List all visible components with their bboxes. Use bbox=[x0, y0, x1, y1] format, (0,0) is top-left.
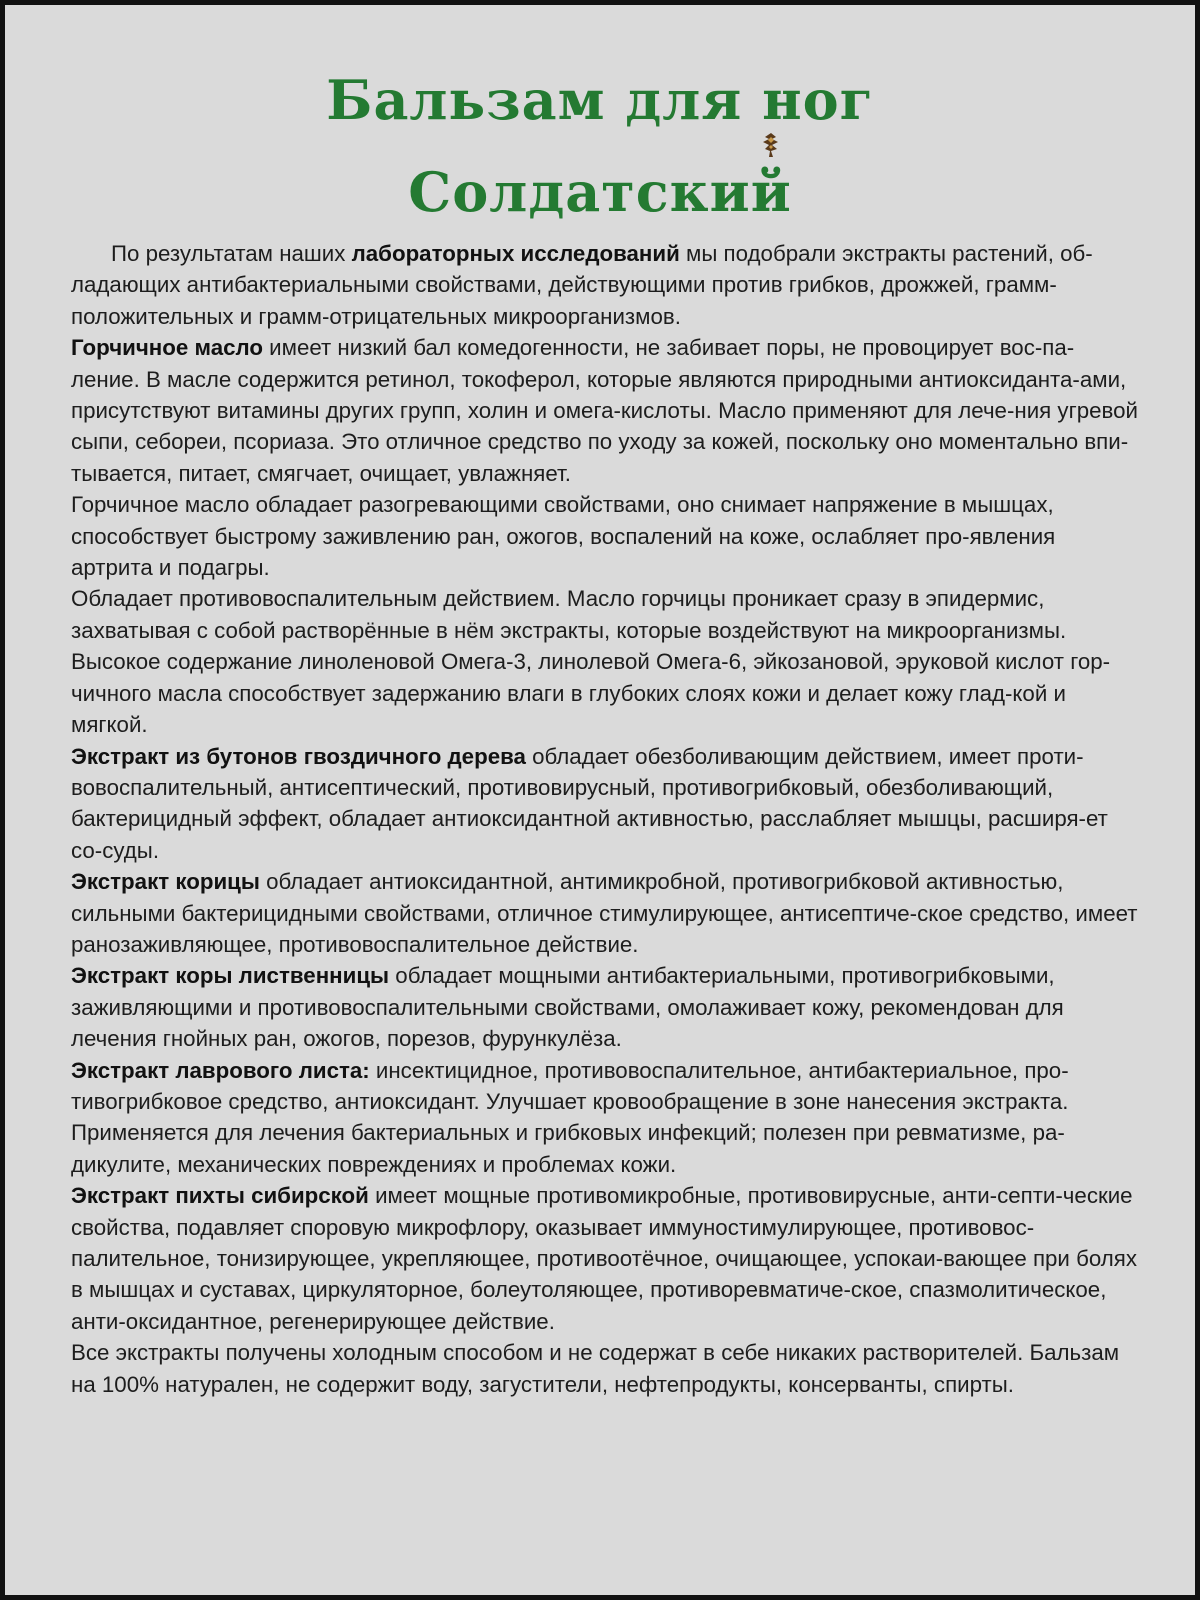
paragraph-mustard-oil bbox=[71, 332, 1141, 489]
paragraph-fir-extract bbox=[71, 1180, 1141, 1337]
paragraph-text: имеет низкий бал комедогенности, не забивает поры, не провоцирует вос-па-ление. В масле содержится ретинол, токоферол, которые являются природными антиоксиданта-ами, присутствуют витамины других групп, холин и омега-кислоты. Масло применяют для лече-ния угревой сыпи, себореи, псориаза. Это отличное средство по уходу за кожей, поскольку оно моментально впи-тывается, питает, смягчает, очищает, увлажняет. bbox=[71, 335, 1138, 486]
title-line-1: Бальзам для ног bbox=[326, 68, 874, 132]
paragraph-text: обладает мощными антибактериальными, противогрибковыми, заживляющими и противовоспалительными свойствами, омолаживает кожу, рекомендован для лечения гнойных ран, ожогов, порезов, фурункулёза. bbox=[71, 963, 1064, 1052]
paragraph-text: Все экстракты получены холодным способом и не содержат в себе никаких растворителей. Бальзам на 100% натурален, не содержит воду, загустители, нефтепродукты, консерванты, спирты. bbox=[71, 1340, 1120, 1397]
title-block bbox=[5, 65, 1195, 227]
paragraph-clove-extract bbox=[71, 741, 1141, 867]
paragraph-heading: Экстракт пихты сибирской bbox=[71, 1183, 369, 1209]
body-text bbox=[71, 238, 1141, 1400]
paragraph-anti-inflammatory bbox=[71, 583, 1141, 740]
paragraph-intro bbox=[71, 238, 1141, 332]
paragraph-text: инсектицидное, противовоспалительное, антибактериальное, про-тивогрибковое средство, антиоксидант. Улучшает кровообращение в зоне нанесения экстракта. Применяется для лечения бактериальных и грибковых инфекций; полезен при ревматизме, ра-дикулите, механических повреждениях и проблемах кожи. bbox=[71, 1057, 1069, 1177]
paragraph-heading: Экстракт лаврового листа: bbox=[71, 1057, 370, 1083]
paragraph-mustard-oil-warming bbox=[71, 489, 1141, 583]
paragraph-intro-bold: лабораторных исследований bbox=[351, 241, 680, 266]
paragraph-intro-lead: По результатам наших bbox=[111, 241, 352, 266]
paragraph-bay-leaf-extract bbox=[71, 1055, 1141, 1181]
paragraph-text: обладает обезболивающим действием, имеет проти-вовоспалительный, антисептический, противовирусный, противогрибковый, обезболивающий, бактерицидный эффект, обладает антиоксидантной активностью, расслабляет мышцы, расширя-ет со-суды. bbox=[71, 743, 1108, 863]
paragraph-heading: Горчичное масло bbox=[71, 335, 263, 361]
paragraph-heading: Экстракт корицы bbox=[71, 869, 260, 895]
paragraph-cinnamon-extract bbox=[71, 866, 1141, 960]
paragraph-heading: Экстракт коры лиственницы bbox=[71, 963, 390, 989]
decorative-ornament-icon bbox=[758, 131, 784, 159]
title-line-2-text: Солдатский bbox=[408, 160, 792, 224]
paragraph-heading: Экстракт из бутонов гвоздичного дерева bbox=[71, 743, 526, 769]
paragraph-conclusion bbox=[71, 1337, 1141, 1400]
paragraph-larch-extract bbox=[71, 960, 1141, 1054]
paragraph-text: имеет мощные противомикробные, противовирусные, анти-септи-ческие свойства, подавляет споровую микрофлору, оказывает иммуностимулирующее, противовос-палительное, тонизирующее, укрепляющее, противоотёчное, очищающее, успокаи-вающее при болях в мышцах и суставах, циркуляторное, болеутоляющее, противоревматиче-ское, спазмолитическое, анти-оксидантное, регенерирующее действие. bbox=[71, 1183, 1137, 1334]
title-line-2 bbox=[408, 157, 792, 227]
paragraph-text: Горчичное масло обладает разогревающими свойствами, оно снимает напряжение в мышцах, способствует быстрому заживлению ран, ожогов, воспалений на коже, ослабляет про-явления артрита и подагры. bbox=[71, 492, 1056, 581]
label-panel bbox=[5, 5, 1195, 1595]
paragraph-text: обладает антиоксидантной, антимикробной, противогрибковой активностью, сильными бактерицидными свойствами, отличное стимулирующее, антисептиче-ское средство, имеет ранозаживляющее, противовоспалительное действие. bbox=[71, 869, 1138, 957]
paragraph-text: Обладает противовоспалительным действием. Масло горчицы проникает сразу в эпидермис, захватывая с собой растворённые в нём экстракты, которые воздействуют на микроорганизмы. Высокое содержание линоленовой Омега-3, линолевой Омега-6, эйкозановой, эруковой кислот гор-чичного масла способствует задержанию влаги в глубоких слоях кожи и делает кожу глад-кой и мягкой. bbox=[71, 586, 1111, 738]
paragraph-intro-text: мы подобрали экстракты растений, об-ладающих антибактериальными свойствами, действующими против грибков, дрожжей, грамм-положительных и грамм-отрицательных микроорганизмов. bbox=[71, 241, 1093, 329]
